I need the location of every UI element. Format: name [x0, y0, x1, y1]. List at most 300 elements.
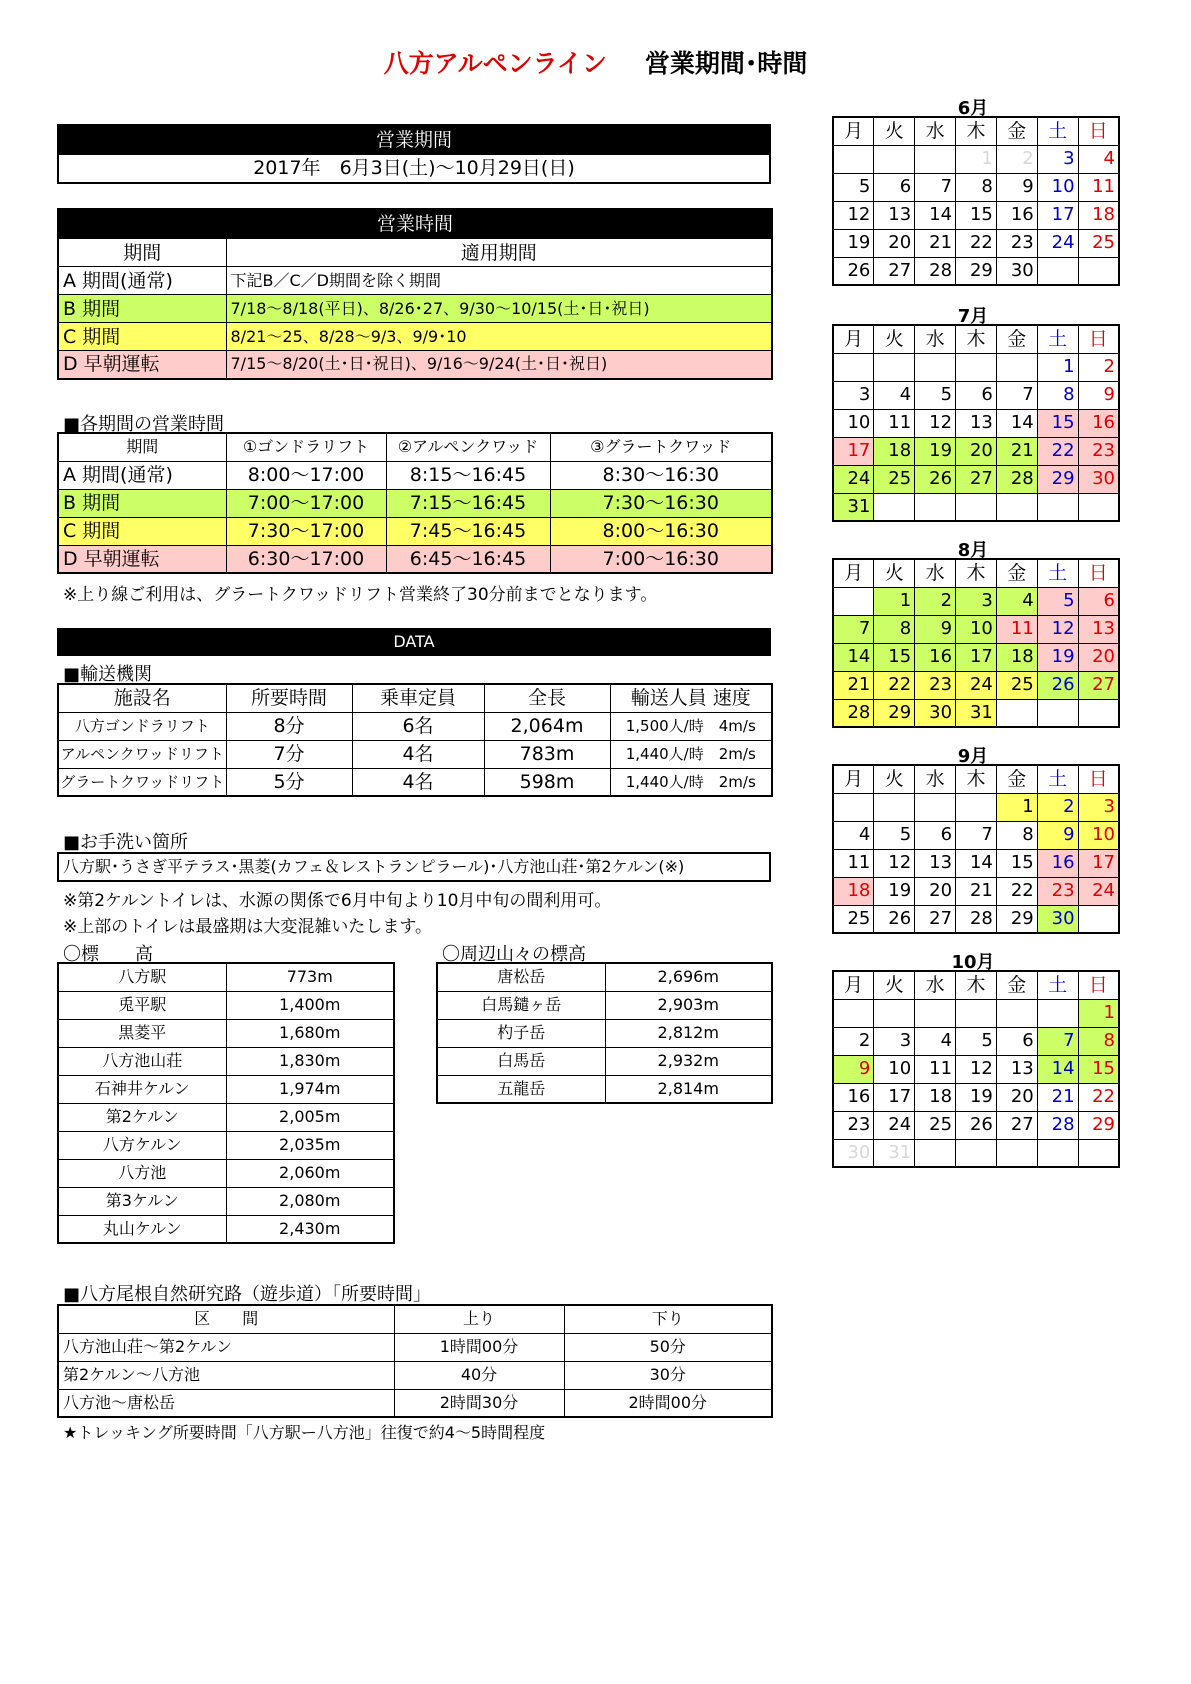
elevation-row: [58, 1215, 394, 1243]
calendar-day: 4: [996, 587, 1037, 615]
weekday-header: 火: [874, 765, 915, 793]
elevation-height: 2,005m: [226, 1103, 394, 1131]
mountain-row: [437, 963, 772, 991]
elevation-place: 八方ケルン: [58, 1131, 226, 1159]
transport-box: [57, 683, 771, 797]
times-cell: 7:30～16:30: [550, 489, 772, 517]
calendar-day: [996, 1139, 1037, 1167]
calendar-day: 5: [915, 381, 956, 409]
transport-row: [58, 768, 772, 796]
calendar-day: [1037, 999, 1078, 1027]
calendar-day: 27: [956, 465, 997, 493]
calendar-month-title: 10月: [951, 952, 995, 973]
elevation-place: 第2ケルン: [58, 1103, 226, 1131]
calendar-day: 9: [1037, 821, 1078, 849]
elevation-row: [58, 1103, 394, 1131]
weekday-header: 日: [1078, 971, 1119, 999]
mountain-name: 白馬鑓ヶ岳: [437, 991, 605, 1019]
calendar-day: 5: [833, 173, 874, 201]
weekday-header: 水: [915, 765, 956, 793]
calendar-day: 24: [1078, 877, 1119, 905]
calendar-day: [1037, 699, 1078, 727]
weekday-header: 月: [833, 559, 874, 587]
mountain-row: [437, 1019, 772, 1047]
trail-cell: 40分: [394, 1361, 564, 1389]
calendar-day: 22: [1078, 1083, 1119, 1111]
calendar-day: 16: [1078, 409, 1119, 437]
trail-cell: 2時間30分: [394, 1389, 564, 1417]
hours-period-value: 下記B／C／D期間を除く期間: [226, 267, 772, 295]
calendar-day: 31: [874, 1139, 915, 1167]
calendar-day: 11: [833, 849, 874, 877]
calendar: [832, 970, 1120, 1168]
elevation-height: 2,060m: [226, 1159, 394, 1187]
trail-box: [57, 1304, 771, 1418]
transport-cell: 4名: [352, 768, 484, 796]
elevation-place: 八方駅: [58, 963, 226, 991]
calendar-day: 1: [1078, 999, 1119, 1027]
calendar-day: 20: [1078, 643, 1119, 671]
calendar-day: 12: [833, 201, 874, 229]
calendar-day: 14: [1037, 1055, 1078, 1083]
calendar-day: 8: [996, 821, 1037, 849]
period-value: 2017年 6月3日(土)～10月29日(日): [58, 155, 770, 183]
calendar-day: 10: [1037, 173, 1078, 201]
calendar-day: 2: [996, 145, 1037, 173]
elevation-place: 丸山ケルン: [58, 1215, 226, 1243]
calendar-day: 17: [874, 1083, 915, 1111]
calendar-day: 9: [833, 1055, 874, 1083]
calendar-day: [1078, 493, 1119, 521]
elevation-row: [58, 1159, 394, 1187]
hours-box: [57, 208, 771, 380]
calendar-day: 27: [874, 257, 915, 285]
calendar-week: [833, 643, 1119, 671]
elevation-height: 1,830m: [226, 1047, 394, 1075]
times-section-title: ■各期間の営業時間: [63, 414, 225, 435]
calendar-day: 16: [833, 1083, 874, 1111]
calendar-week: [833, 699, 1119, 727]
weekday-header: 水: [915, 117, 956, 145]
calendar-week: [833, 437, 1119, 465]
calendar-week: [833, 905, 1119, 933]
hours-period-label: B 期間: [58, 295, 226, 323]
transport-section-title: ■輸送機関: [63, 664, 153, 685]
mountain-height: 2,903m: [605, 991, 772, 1019]
calendar-day: [996, 493, 1037, 521]
elevation-place: 黒菱平: [58, 1019, 226, 1047]
calendar-day: [956, 999, 997, 1027]
calendar-day: 2: [1037, 793, 1078, 821]
calendar-day: [833, 353, 874, 381]
elevation-row: [58, 1187, 394, 1215]
calendar-day: 17: [1078, 849, 1119, 877]
transport-cell: 7分: [226, 740, 352, 768]
calendar-day: 25: [874, 465, 915, 493]
calendar-day: 1: [956, 145, 997, 173]
calendar-day: 30: [833, 1139, 874, 1167]
calendar-day: 8: [874, 615, 915, 643]
calendar-week: [833, 1139, 1119, 1167]
weekday-header: 水: [915, 325, 956, 353]
calendar-day: 3: [833, 381, 874, 409]
times-cell: D 早朝運転: [58, 545, 226, 573]
trail-row: [58, 1389, 772, 1417]
weekday-header: 金: [996, 765, 1037, 793]
hours-row: [58, 323, 772, 351]
weekday-header: 日: [1078, 559, 1119, 587]
calendar-day: 20: [956, 437, 997, 465]
mountain-name: 杓子岳: [437, 1019, 605, 1047]
times-cell: 6:30～17:00: [226, 545, 386, 573]
calendar-week: [833, 877, 1119, 905]
mountain-height: 2,932m: [605, 1047, 772, 1075]
calendar-day: 2: [833, 1027, 874, 1055]
calendar: [832, 116, 1120, 286]
calendar-day: 7: [1037, 1027, 1078, 1055]
calendar-day: 18: [996, 643, 1037, 671]
calendar-day: 17: [956, 643, 997, 671]
weekday-header: 土: [1037, 559, 1078, 587]
elevation-height: 2,080m: [226, 1187, 394, 1215]
calendar-week: [833, 1055, 1119, 1083]
calendar-day: 16: [996, 201, 1037, 229]
elevation-height: 2,035m: [226, 1131, 394, 1159]
calendar-day: 18: [833, 877, 874, 905]
calendar-month-title: 8月: [957, 540, 989, 561]
calendar-day: 31: [956, 699, 997, 727]
calendar-day: 4: [915, 1027, 956, 1055]
calendar-day: 25: [996, 671, 1037, 699]
calendar-day: [996, 353, 1037, 381]
transport-header-cell: 全長: [484, 684, 610, 712]
calendar-day: [915, 493, 956, 521]
calendar-day: 23: [833, 1111, 874, 1139]
mountain-name: 唐松岳: [437, 963, 605, 991]
calendar-day: 21: [915, 229, 956, 257]
trail-cell: 1時間00分: [394, 1333, 564, 1361]
calendar-day: 15: [956, 201, 997, 229]
calendar-day: 21: [833, 671, 874, 699]
mountains-box: [436, 962, 771, 1104]
mountain-row: [437, 1075, 772, 1103]
calendar-day: [956, 1139, 997, 1167]
calendar-day: 19: [874, 877, 915, 905]
elevation-height: 773m: [226, 963, 394, 991]
calendar-day: 8: [1078, 1027, 1119, 1055]
calendar-day: 7: [956, 821, 997, 849]
times-cell: 8:00～17:00: [226, 461, 386, 489]
calendar-week: [833, 615, 1119, 643]
calendar-day: 13: [996, 1055, 1037, 1083]
hours-row: [58, 267, 772, 295]
restroom-note2: ※上部のトイレは最盛期は大変混雑いたします。: [63, 917, 433, 937]
weekday-header: 水: [915, 559, 956, 587]
calendar-day: 15: [996, 849, 1037, 877]
calendar-day: 5: [1037, 587, 1078, 615]
weekday-header: 火: [874, 971, 915, 999]
calendar-day: 12: [956, 1055, 997, 1083]
calendar-day: [833, 999, 874, 1027]
calendar-day: [915, 999, 956, 1027]
calendar-week: [833, 173, 1119, 201]
calendar-day: 27: [915, 905, 956, 933]
calendar-day: 13: [1078, 615, 1119, 643]
calendar-day: [996, 999, 1037, 1027]
calendar-week: [833, 145, 1119, 173]
weekday-header: 日: [1078, 117, 1119, 145]
calendar-day: 16: [1037, 849, 1078, 877]
times-header-cell: ①ゴンドラリフト: [226, 433, 386, 461]
calendar-week: [833, 229, 1119, 257]
calendar-day: 18: [915, 1083, 956, 1111]
calendar-day: [874, 145, 915, 173]
calendar-day: [915, 145, 956, 173]
calendar-day: 25: [833, 905, 874, 933]
trail-cell: 第2ケルン～八方池: [58, 1361, 394, 1389]
calendar-day: 21: [1037, 1083, 1078, 1111]
calendar-day: [956, 793, 997, 821]
calendar-day: 7: [833, 615, 874, 643]
calendar-day: 5: [874, 821, 915, 849]
calendar-day: 20: [915, 877, 956, 905]
calendar-day: [915, 353, 956, 381]
calendar-day: 7: [996, 381, 1037, 409]
calendar-week: [833, 409, 1119, 437]
calendar-day: [874, 793, 915, 821]
calendar-day: 4: [874, 381, 915, 409]
hours-row: [58, 351, 772, 379]
times-cell: 7:30～17:00: [226, 517, 386, 545]
title-part2: 営業期間･時間: [644, 49, 808, 78]
calendar-day: 29: [956, 257, 997, 285]
weekday-header: 火: [874, 325, 915, 353]
calendar-day: 28: [833, 699, 874, 727]
elevation-label: 〇標 高: [63, 944, 153, 965]
calendar-day: 8: [1037, 381, 1078, 409]
transport-cell: 783m: [484, 740, 610, 768]
calendar-day: 12: [915, 409, 956, 437]
calendar-day: 30: [1078, 465, 1119, 493]
transport-cell: 1,500人/時 4m/s: [610, 712, 772, 740]
trail-header-cell: 上り: [394, 1305, 564, 1333]
calendar-day: 29: [1037, 465, 1078, 493]
hours-period-value: 7/18～8/18(平日)、8/26･27、9/30～10/15(土･日･祝日): [226, 295, 772, 323]
transport-cell: グラートクワッドリフト: [58, 768, 226, 796]
weekday-header: 金: [996, 117, 1037, 145]
calendar-day: 26: [956, 1111, 997, 1139]
calendar-day: 28: [1037, 1111, 1078, 1139]
weekday-header: 土: [1037, 117, 1078, 145]
calendar-day: 14: [833, 643, 874, 671]
times-row: [58, 545, 772, 573]
calendar-day: [874, 999, 915, 1027]
calendar-day: 10: [1078, 821, 1119, 849]
data-header: DATA: [57, 628, 771, 656]
calendar-day: 1: [1037, 353, 1078, 381]
calendar-day: 3: [1037, 145, 1078, 173]
calendar-day: 26: [1037, 671, 1078, 699]
times-cell: A 期間(通常): [58, 461, 226, 489]
trail-note: ★トレッキング所要時間「八方駅ー八方池」往復で約4～5時間程度: [63, 1423, 546, 1442]
weekday-header: 月: [833, 325, 874, 353]
transport-cell: 八方ゴンドラリフト: [58, 712, 226, 740]
calendar-day: [833, 587, 874, 615]
transport-header-cell: 輸送人員 速度: [610, 684, 772, 712]
calendar-week: [833, 493, 1119, 521]
mountain-name: 五龍岳: [437, 1075, 605, 1103]
times-cell: 8:30～16:30: [550, 461, 772, 489]
calendar-day: 11: [996, 615, 1037, 643]
hours-col1: 期間: [58, 239, 226, 267]
title-part1: 八方アルペンライン: [383, 49, 607, 78]
calendar-week: [833, 465, 1119, 493]
transport-header-cell: 所要時間: [226, 684, 352, 712]
trail-header-cell: 区 間: [58, 1305, 394, 1333]
calendar-day: 19: [833, 229, 874, 257]
calendar-day: 28: [996, 465, 1037, 493]
trail-cell: 2時間00分: [564, 1389, 772, 1417]
page-title: [0, 44, 1191, 80]
calendar-day: 11: [1078, 173, 1119, 201]
mountain-row: [437, 991, 772, 1019]
calendar-day: 23: [996, 229, 1037, 257]
calendar-day: 7: [915, 173, 956, 201]
elevation-place: 八方池: [58, 1159, 226, 1187]
calendar-day: 30: [1037, 905, 1078, 933]
calendar-day: 9: [915, 615, 956, 643]
calendar-day: 27: [996, 1111, 1037, 1139]
hours-col2: 適用期間: [226, 239, 772, 267]
calendar-day: 12: [1037, 615, 1078, 643]
weekday-header: 日: [1078, 325, 1119, 353]
calendar-day: [1078, 1139, 1119, 1167]
calendar-day: [1037, 493, 1078, 521]
calendar-day: 20: [874, 229, 915, 257]
mountain-name: 白馬岳: [437, 1047, 605, 1075]
hours-period-label: A 期間(通常): [58, 267, 226, 295]
times-header-cell: ③グラートクワッド: [550, 433, 772, 461]
calendar: [832, 324, 1120, 522]
calendar-week: [833, 671, 1119, 699]
elevation-height: 1,974m: [226, 1075, 394, 1103]
calendar-day: 30: [915, 699, 956, 727]
calendar-week: [833, 201, 1119, 229]
weekday-header: 金: [996, 325, 1037, 353]
calendar-week: [833, 1111, 1119, 1139]
weekday-header: 土: [1037, 971, 1078, 999]
weekday-header: 木: [956, 765, 997, 793]
transport-cell: 598m: [484, 768, 610, 796]
elevation-place: 兎平駅: [58, 991, 226, 1019]
trail-cell: 八方池～唐松岳: [58, 1389, 394, 1417]
calendar-month-title: 9月: [957, 746, 989, 767]
calendar-day: [1078, 905, 1119, 933]
calendar-day: 4: [1078, 145, 1119, 173]
times-row: [58, 489, 772, 517]
calendar-day: 10: [956, 615, 997, 643]
elevation-row: [58, 1047, 394, 1075]
calendar-day: 2: [1078, 353, 1119, 381]
calendar-day: 3: [1078, 793, 1119, 821]
elevation-place: 石神井ケルン: [58, 1075, 226, 1103]
calendar-day: [833, 145, 874, 173]
calendar-day: 23: [915, 671, 956, 699]
mountain-row: [437, 1047, 772, 1075]
hours-header: 営業時間: [58, 209, 772, 239]
calendar-day: 25: [915, 1111, 956, 1139]
calendar-day: 10: [874, 1055, 915, 1083]
mountain-height: 2,814m: [605, 1075, 772, 1103]
calendar-week: [833, 1027, 1119, 1055]
transport-cell: 1,440人/時 2m/s: [610, 768, 772, 796]
times-cell: B 期間: [58, 489, 226, 517]
times-cell: 8:00～16:30: [550, 517, 772, 545]
weekday-header: 木: [956, 971, 997, 999]
elevation-place: 第3ケルン: [58, 1187, 226, 1215]
times-cell: C 期間: [58, 517, 226, 545]
trail-row: [58, 1361, 772, 1389]
calendar-day: 26: [874, 905, 915, 933]
calendar-day: 6: [1078, 587, 1119, 615]
weekday-header: 土: [1037, 325, 1078, 353]
calendar-day: 8: [956, 173, 997, 201]
elevation-box: [57, 962, 393, 1244]
period-box: [57, 124, 771, 184]
calendar-day: 11: [874, 409, 915, 437]
hours-period-label: C 期間: [58, 323, 226, 351]
elevation-row: [58, 1019, 394, 1047]
times-row: [58, 517, 772, 545]
calendar-month-title: 6月: [957, 98, 989, 119]
weekday-header: 金: [996, 559, 1037, 587]
restroom-note1: ※第2ケルントイレは、水源の関係で6月中旬より10月中旬の間利用可。: [63, 891, 612, 911]
calendar-day: 1: [874, 587, 915, 615]
calendar-day: 3: [956, 587, 997, 615]
calendar-day: 17: [833, 437, 874, 465]
transport-cell: 6名: [352, 712, 484, 740]
weekday-header: 木: [956, 559, 997, 587]
elevation-height: 1,680m: [226, 1019, 394, 1047]
calendar-day: 21: [996, 437, 1037, 465]
calendar-day: 22: [1037, 437, 1078, 465]
calendar-day: [996, 699, 1037, 727]
calendar-day: 9: [1078, 381, 1119, 409]
trail-section-title: ■八方尾根自然研究路（遊歩道）「所要時間」: [63, 1284, 432, 1305]
calendar-week: [833, 999, 1119, 1027]
calendar-day: 4: [833, 821, 874, 849]
calendar-day: 22: [956, 229, 997, 257]
calendar-day: [874, 493, 915, 521]
calendar-day: 29: [1078, 1111, 1119, 1139]
trail-header-cell: 下り: [564, 1305, 772, 1333]
calendar-week: [833, 381, 1119, 409]
calendar-day: 24: [874, 1111, 915, 1139]
calendar-day: 6: [996, 1027, 1037, 1055]
hours-period-value: 7/15～8/20(土･日･祝日)、9/16～9/24(土･日･祝日): [226, 351, 772, 379]
transport-cell: 1,440人/時 2m/s: [610, 740, 772, 768]
calendar-day: 23: [1078, 437, 1119, 465]
weekday-header: 火: [874, 559, 915, 587]
calendar-day: 9: [996, 173, 1037, 201]
calendar-day: [1078, 257, 1119, 285]
weekday-header: 火: [874, 117, 915, 145]
transport-cell: 2,064m: [484, 712, 610, 740]
calendar: [832, 764, 1120, 934]
calendar-day: [915, 793, 956, 821]
hours-period-label: D 早朝運転: [58, 351, 226, 379]
times-cell: 7:45～16:45: [386, 517, 550, 545]
